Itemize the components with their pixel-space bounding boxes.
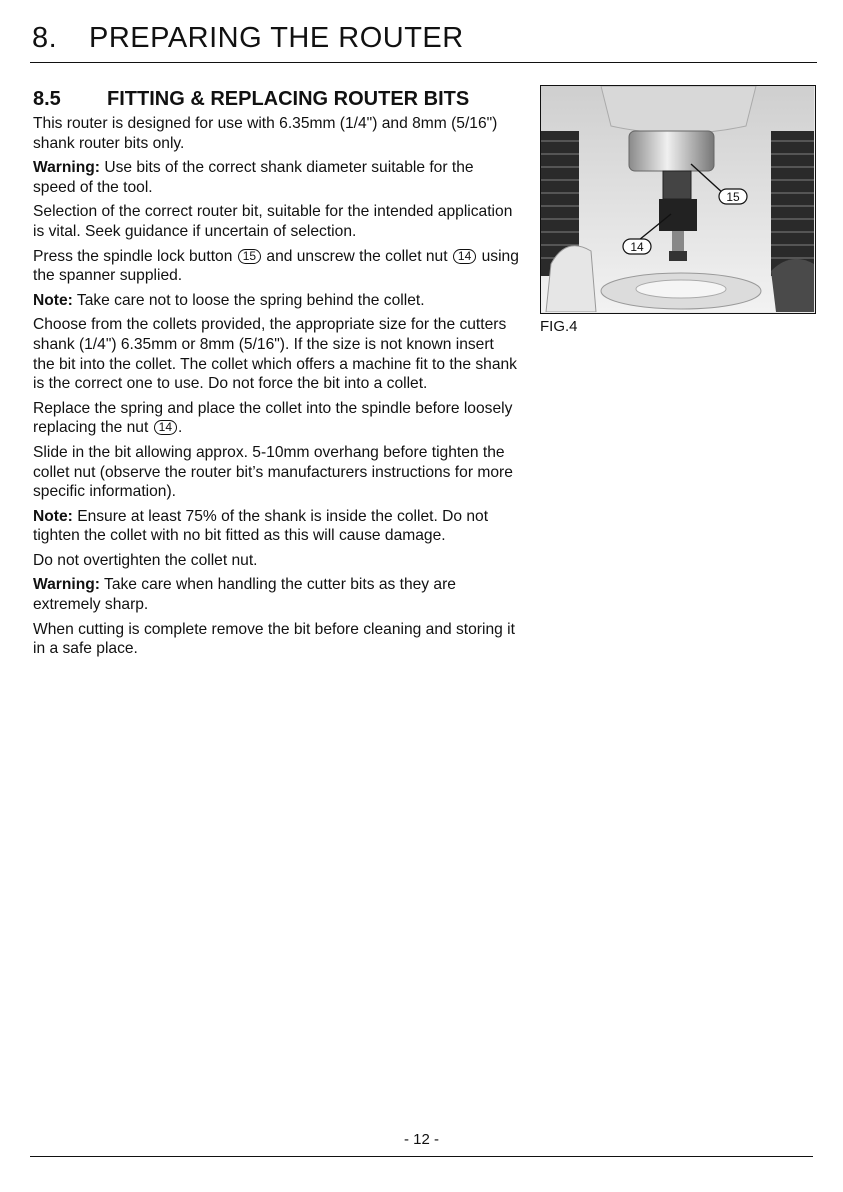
paragraph-overtighten: Do not overtighten the collet nut. bbox=[33, 551, 258, 569]
instructions-body bbox=[33, 114, 519, 664]
section-number: 8.5 bbox=[33, 88, 61, 110]
text-segment: using the spanner supplied. bbox=[33, 247, 519, 285]
warning-label: Warning: bbox=[33, 576, 100, 594]
callout-15-label: 15 bbox=[726, 190, 740, 204]
callout-14 bbox=[623, 239, 651, 254]
paragraph-collets: Choose from the collets provided, the appropriate size for the cutters shank (1/4") 6.35mm or 8mm (5/16"). If the size is not known insert the bit into the collet. The collet which offers a machine fit to the shank is the correct one to use. Do not force the bit into a collet. bbox=[33, 316, 517, 393]
callout-ref-14: 14 bbox=[154, 420, 177, 435]
note-text: Ensure at least 75% of the shank is inside the collet. Do not tighten the collet with no bit fitted as this will cause damage. bbox=[33, 507, 489, 545]
figure-caption: FIG.4 bbox=[540, 318, 578, 335]
router-collet-illustration bbox=[541, 86, 814, 312]
header-rule bbox=[30, 62, 817, 63]
chapter-title: PREPARING THE ROUTER bbox=[89, 22, 464, 54]
note-text: Take care not to loose the spring behind the collet. bbox=[72, 291, 425, 309]
callout-14-label: 14 bbox=[630, 240, 644, 254]
text-segment: and unscrew the collet nut bbox=[262, 247, 452, 265]
note-label: Note: bbox=[33, 507, 73, 525]
callout-15 bbox=[719, 189, 747, 204]
callout-ref-15: 15 bbox=[238, 249, 261, 264]
chapter-number: 8. bbox=[32, 22, 58, 54]
warning-label: Warning: bbox=[33, 159, 100, 177]
paragraph-replace-spring bbox=[33, 399, 519, 438]
paragraph-shank-sizes: This router is designed for use with 6.35mm (1/4") and 8mm (5/16") shank router bits only. bbox=[33, 115, 498, 152]
paragraph-cleaning: When cutting is complete remove the bit before cleaning and storing it in a safe place. bbox=[33, 620, 515, 658]
paragraph-slide-bit: Slide in the bit allowing approx. 5-10mm overhang before tighten the collet nut (observe the router bit’s manufacturers instructions for more specific information). bbox=[33, 443, 513, 501]
text-segment: Replace the spring and place the collet into the spindle before loosely replacing the nut bbox=[33, 399, 513, 437]
text-segment: . bbox=[178, 419, 183, 437]
right-bellows bbox=[771, 131, 814, 276]
paragraph-note-spring bbox=[33, 291, 519, 311]
warning-text: Take care when handling the cutter bits as they are extremely sharp. bbox=[33, 576, 456, 614]
footer-rule bbox=[30, 1156, 813, 1157]
paragraph-warning-diameter bbox=[33, 158, 519, 197]
paragraph-spindle-lock bbox=[33, 247, 519, 286]
router-collet-photo bbox=[540, 85, 816, 314]
page-number: - 12 - bbox=[403, 1131, 439, 1148]
section-heading bbox=[33, 88, 469, 111]
paragraph-note-shank bbox=[33, 507, 519, 546]
text-segment: Press the spindle lock button bbox=[33, 247, 237, 265]
paragraph-warning-sharp bbox=[33, 575, 519, 614]
callout-ref-14: 14 bbox=[453, 249, 476, 264]
note-label: Note: bbox=[33, 291, 73, 309]
paragraph-selection: Selection of the correct router bit, suitable for the intended application is vital. Seek guidance if uncertain of selection. bbox=[33, 203, 513, 240]
section-title: FITTING & REPLACING ROUTER BITS bbox=[107, 88, 470, 110]
page-heading bbox=[32, 22, 464, 55]
warning-text: Use bits of the correct shank diameter suitable for the speed of the tool. bbox=[33, 159, 474, 196]
